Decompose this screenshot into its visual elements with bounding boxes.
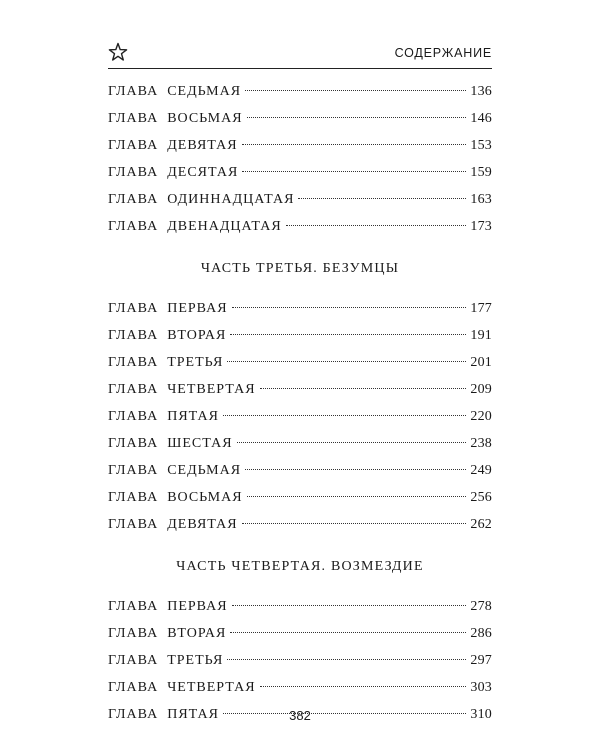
toc-entry [108, 349, 492, 376]
dot-leader [260, 388, 467, 389]
dot-leader [227, 361, 466, 362]
dot-leader [227, 659, 466, 660]
dot-leader [247, 117, 467, 118]
chapter-label: ГЛАВА ПЕРВАЯ [108, 301, 228, 316]
header-title: СОДЕРЖАНИЕ [394, 46, 492, 60]
toc-entry [108, 295, 492, 322]
toc-entry [108, 457, 492, 484]
chapter-label: ГЛАВА ЧЕТВЕРТАЯ [108, 680, 256, 695]
table-of-contents [108, 78, 492, 728]
dot-leader [237, 442, 467, 443]
toc-entry [108, 430, 492, 457]
toc-entry [108, 322, 492, 349]
chapter-label: ГЛАВА ТРЕТЬЯ [108, 355, 224, 370]
chapter-label: ГЛАВА ВОСЬМАЯ [108, 111, 243, 126]
chapter-page-number: 153 [470, 138, 492, 153]
star-icon [108, 42, 128, 62]
chapter-label: ГЛАВА ТРЕТЬЯ [108, 653, 224, 668]
chapter-label: ГЛАВА ВОСЬМАЯ [108, 490, 243, 505]
toc-entry [108, 403, 492, 430]
dot-leader [242, 171, 466, 172]
chapter-page-number: 303 [470, 680, 492, 695]
chapter-page-number: 220 [470, 409, 492, 424]
chapter-page-number: 201 [470, 355, 492, 370]
dot-leader [260, 686, 467, 687]
toc-entry [108, 78, 492, 105]
dot-leader [245, 469, 466, 470]
toc-entry [108, 132, 492, 159]
toc-entry [108, 674, 492, 701]
dot-leader [232, 605, 467, 606]
chapter-label: ГЛАВА ДЕВЯТАЯ [108, 138, 238, 153]
chapter-label: ГЛАВА ШЕСТАЯ [108, 436, 233, 451]
chapter-page-number: 159 [470, 165, 492, 180]
part-title: ЧАСТЬ ТРЕТЬЯ. БЕЗУМЦЫ [200, 261, 400, 276]
chapter-page-number: 278 [470, 599, 492, 614]
chapter-page-number: 262 [470, 517, 492, 532]
chapter-page-number: 209 [470, 382, 492, 397]
chapter-page-number: 286 [470, 626, 492, 641]
dot-leader [298, 198, 466, 199]
toc-entry [108, 647, 492, 674]
chapter-page-number: 146 [470, 111, 492, 126]
running-header [108, 40, 492, 69]
chapter-label: ГЛАВА СЕДЬМАЯ [108, 463, 242, 478]
chapter-label: ГЛАВА СЕДЬМАЯ [108, 84, 242, 99]
chapter-label: ГЛАВА ПЯТАЯ [108, 409, 219, 424]
chapter-page-number: 136 [470, 84, 492, 99]
chapter-label: ГЛАВА ЧЕТВЕРТАЯ [108, 382, 256, 397]
chapter-page-number: 238 [470, 436, 492, 451]
chapter-page-number: 297 [470, 653, 492, 668]
dot-leader [286, 225, 467, 226]
chapter-label: ГЛАВА ОДИННАДЦАТАЯ [108, 192, 295, 207]
chapter-page-number: 256 [470, 490, 492, 505]
chapter-page-number: 191 [470, 328, 492, 343]
dot-leader [242, 523, 467, 524]
page-number: 382 [289, 708, 311, 723]
toc-entry [108, 105, 492, 132]
part-title: ЧАСТЬ ЧЕТВЕРТАЯ. ВОЗМЕЗДИЕ [176, 559, 424, 574]
dot-leader [230, 632, 466, 633]
chapter-label: ГЛАВА ВТОРАЯ [108, 328, 227, 343]
dot-leader [242, 144, 467, 145]
chapter-label: ГЛАВА ДВЕНАДЦАТАЯ [108, 219, 282, 234]
toc-entry [108, 484, 492, 511]
toc-entry [108, 593, 492, 620]
dot-leader [223, 415, 466, 416]
chapter-label: ГЛАВА ПЕРВАЯ [108, 599, 228, 614]
dot-leader [230, 334, 466, 335]
chapter-page-number: 249 [470, 463, 492, 478]
toc-entry [108, 213, 492, 240]
toc-entry [108, 620, 492, 647]
dot-leader [232, 307, 467, 308]
toc-entry [108, 186, 492, 213]
dot-leader [247, 496, 467, 497]
chapter-page-number: 163 [470, 192, 492, 207]
chapter-label: ГЛАВА ВТОРАЯ [108, 626, 227, 641]
toc-entry [108, 376, 492, 403]
dot-leader [245, 90, 466, 91]
toc-entry [108, 511, 492, 538]
toc-entry [108, 159, 492, 186]
chapter-label: ГЛАВА ДЕВЯТАЯ [108, 517, 238, 532]
chapter-label: ГЛАВА ПЯТАЯ [108, 707, 219, 722]
chapter-label: ГЛАВА ДЕСЯТАЯ [108, 165, 239, 180]
chapter-page-number: 310 [470, 707, 492, 722]
chapter-page-number: 173 [470, 219, 492, 234]
chapter-page-number: 177 [470, 301, 492, 316]
